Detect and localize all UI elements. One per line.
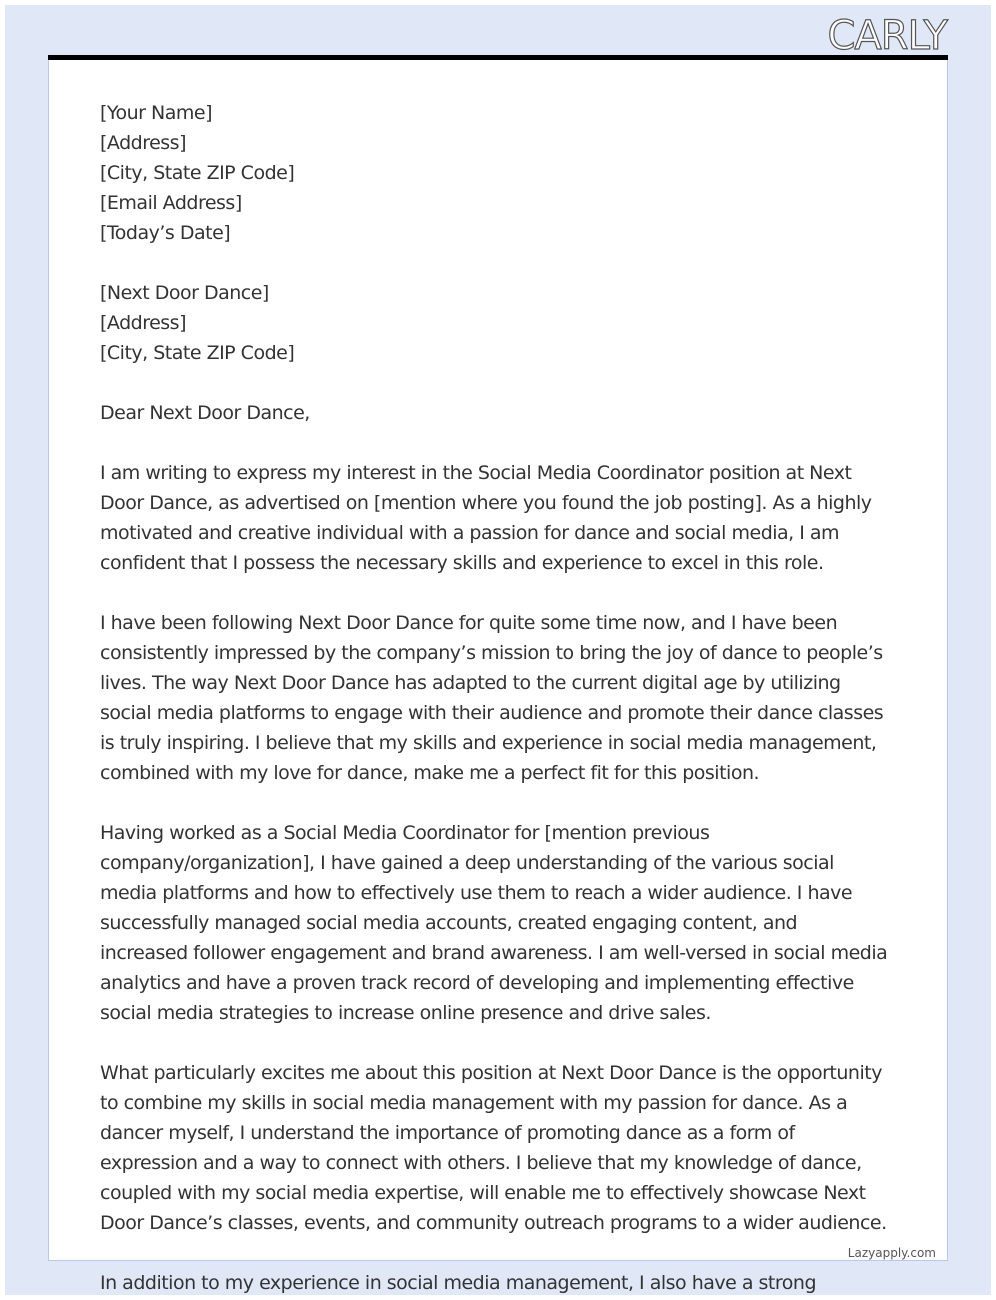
spacer — [100, 368, 900, 398]
footer-site-label: Lazyapply.com — [847, 1246, 936, 1260]
body-paragraph-2: I have been following Next Door Dance for quite some time now, and I have been consistently impressed by the company’s mission to bring the joy of dance to people’s lives. The way Next Door Dance has adapted to the current digital age by utilizing social media platforms to engage with their audience and promote their dance classes is truly inspiring. I believe that my skills and experience in social media management, combined with my love for dance, make me a perfect fit for this position. — [100, 612, 884, 784]
sender-city-state-zip: [City, State ZIP Code] — [100, 162, 295, 184]
letter-date: [Today’s Date] — [100, 222, 231, 244]
cover-letter-body — [100, 98, 900, 1268]
body-paragraph-4: What particularly excites me about this position at Next Door Dance is the opportunity to combine my skills in social media management with my passion for dance. As a dancer myself, I understand the importance of promoting dance as a form of expression and a way to connect with others. I believe that my knowledge of dance, coupled with my social media expertise, will enable me to effectively showcase Next Door Dance’s classes, events, and community outreach programs to a wider audience. — [100, 1062, 887, 1234]
header-rule — [48, 55, 948, 60]
recipient-address: [Address] — [100, 312, 186, 334]
recipient-city-state-zip: [City, State ZIP Code] — [100, 342, 295, 364]
body-paragraph-1: I am writing to express my interest in the Social Media Coordinator position at Next Door Dance, as advertised on [mention where you found the job posting]. As a highly motivated and creative individual with a passion for dance and social media, I am confident that I possess the necessary skills and experience to excel in this role. — [100, 462, 872, 574]
sender-address: [Address] — [100, 132, 186, 154]
brand-logo: CARLY — [827, 13, 947, 59]
spacer — [100, 428, 900, 458]
sender-name: [Your Name] — [100, 102, 212, 124]
sender-email: [Email Address] — [100, 192, 242, 214]
spacer — [100, 248, 900, 278]
salutation: Dear Next Door Dance, — [100, 402, 310, 424]
body-paragraph-3: Having worked as a Social Media Coordinator for [mention previous company/organization], I have gained a deep understanding of the various social media platforms and how to effectively use them to reach a wider audience. I have successfully managed social media accounts, created engaging content, and increased follower engagement and brand awareness. I am well-versed in social media analytics and have a proven track record of developing and implementing effective social media strategies to increase online presence and drive sales. — [100, 822, 888, 1024]
body-paragraph-5-partial: In addition to my experience in social media management, I also have a strong — [100, 1272, 816, 1294]
recipient-company: [Next Door Dance] — [100, 282, 269, 304]
